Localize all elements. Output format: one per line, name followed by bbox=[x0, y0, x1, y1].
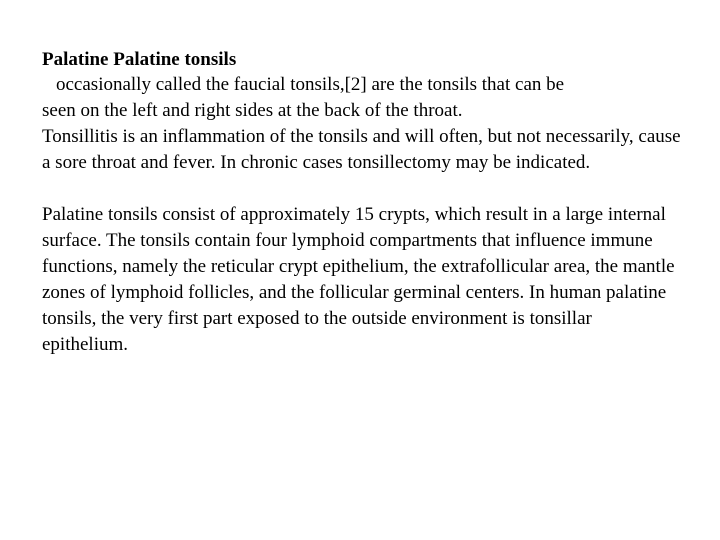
tonsillitis-paragraph: Tonsillitis is an inflammation of the tonsils and will often, but not necessarily, cause a sore throat and fever. In chronic cases tonsillectomy may be indicated. bbox=[42, 126, 681, 173]
intro-text-line-1: occasionally called the faucial tonsils,[2] are the tonsils that can be bbox=[56, 74, 565, 95]
intro-text-line-2: seen on the left and right sides at the back of the throat. bbox=[42, 100, 463, 121]
paragraph-spacer bbox=[42, 176, 682, 202]
crypts-paragraph: Palatine tonsils consist of approximately 15 crypts, which result in a large internal surface. The tonsils contain four lymphoid compartments that influence immune functions, namely the reticular crypt epithelium, the extrafollicular area, the mantle zones of lymphoid follicles, and the follicular germinal centers. In human palatine tonsils, the very first part exposed to the outside environment is tonsillar epithelium. bbox=[42, 204, 675, 355]
slide-content bbox=[42, 48, 682, 358]
slide-heading: Palatine Palatine tonsils bbox=[42, 49, 237, 70]
